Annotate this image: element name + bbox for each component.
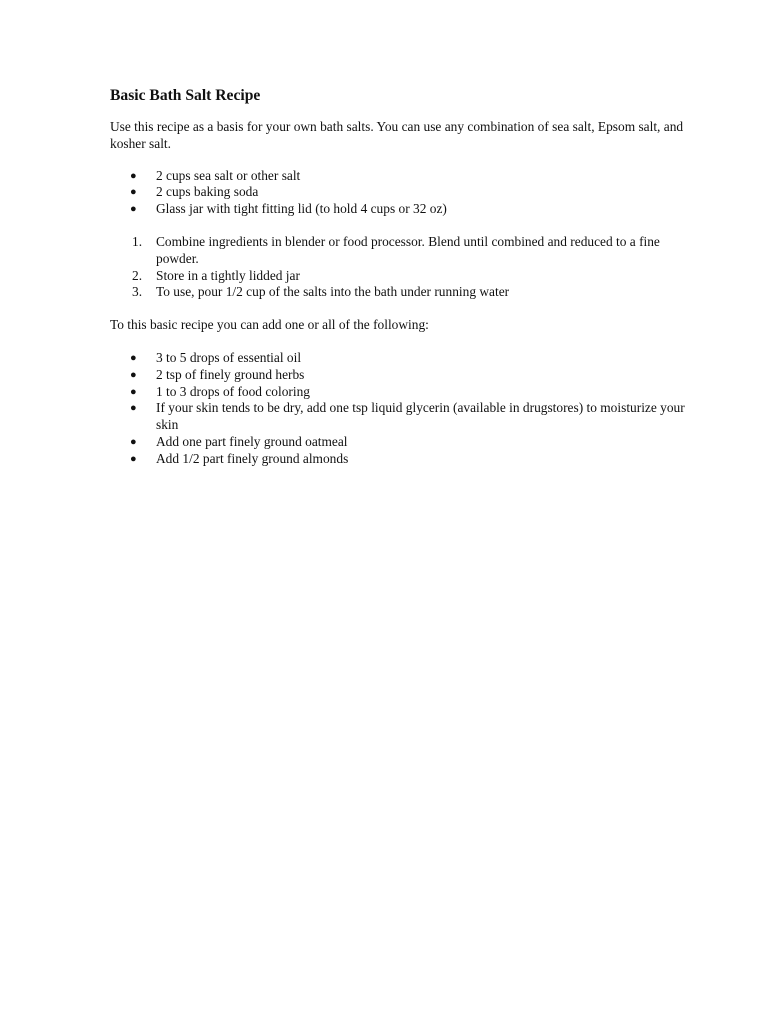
list-item bbox=[110, 384, 690, 401]
ingredient-text: 2 cups baking soda bbox=[156, 184, 259, 200]
document-page bbox=[110, 86, 690, 468]
addons-list bbox=[110, 350, 690, 468]
step-number: 3. bbox=[132, 284, 143, 300]
bullet-icon: ● bbox=[130, 203, 137, 216]
list-item bbox=[110, 184, 690, 201]
step-text: To use, pour 1/2 cup of the salts into the bath under running water bbox=[156, 284, 510, 300]
bullet-icon: ● bbox=[130, 452, 137, 465]
bullet-icon: ● bbox=[130, 186, 137, 199]
list-item bbox=[110, 400, 690, 434]
addon-text: Add 1/2 part finely ground almonds bbox=[156, 450, 349, 466]
list-item bbox=[110, 234, 690, 268]
recipe-title: Basic Bath Salt Recipe bbox=[110, 87, 261, 104]
list-item bbox=[110, 367, 690, 384]
ingredients-list bbox=[110, 168, 690, 218]
addon-intro-paragraph: To this basic recipe you can add one or all of the following: bbox=[110, 317, 429, 333]
bullet-icon: ● bbox=[130, 435, 137, 448]
step-number: 2. bbox=[132, 267, 143, 283]
list-item bbox=[110, 201, 690, 218]
ingredient-text: Glass jar with tight fitting lid (to hold 4 cups or 32 oz) bbox=[156, 201, 447, 217]
list-item bbox=[110, 350, 690, 367]
bullet-icon: ● bbox=[130, 169, 137, 182]
bullet-icon: ● bbox=[130, 385, 137, 398]
addon-text: If your skin tends to be dry, add one tsp liquid glycerin (available in drugstores) to moisturize your skin bbox=[156, 400, 685, 433]
addon-text: 1 to 3 drops of food coloring bbox=[156, 383, 310, 399]
addon-text: 3 to 5 drops of essential oil bbox=[156, 349, 302, 365]
intro-paragraph: Use this recipe as a basis for your own bath salts. You can use any combination of sea salt, Epsom salt, and kosher salt. bbox=[110, 119, 684, 151]
bullet-icon: ● bbox=[130, 402, 137, 415]
step-number: 1. bbox=[132, 233, 143, 249]
list-item bbox=[110, 268, 690, 285]
step-text: Combine ingredients in blender or food processor. Blend until combined and reduced to a fine powder. bbox=[156, 233, 660, 266]
addon-text: Add one part finely ground oatmeal bbox=[156, 433, 348, 449]
list-item bbox=[110, 434, 690, 451]
bullet-icon: ● bbox=[130, 351, 137, 364]
list-item bbox=[110, 451, 690, 468]
steps-list bbox=[110, 234, 690, 301]
addon-text: 2 tsp of finely ground herbs bbox=[156, 366, 305, 382]
step-text: Store in a tightly lidded jar bbox=[156, 267, 300, 283]
ingredient-text: 2 cups sea salt or other salt bbox=[156, 167, 301, 183]
list-item bbox=[110, 168, 690, 185]
bullet-icon: ● bbox=[130, 368, 137, 381]
list-item bbox=[110, 284, 690, 301]
